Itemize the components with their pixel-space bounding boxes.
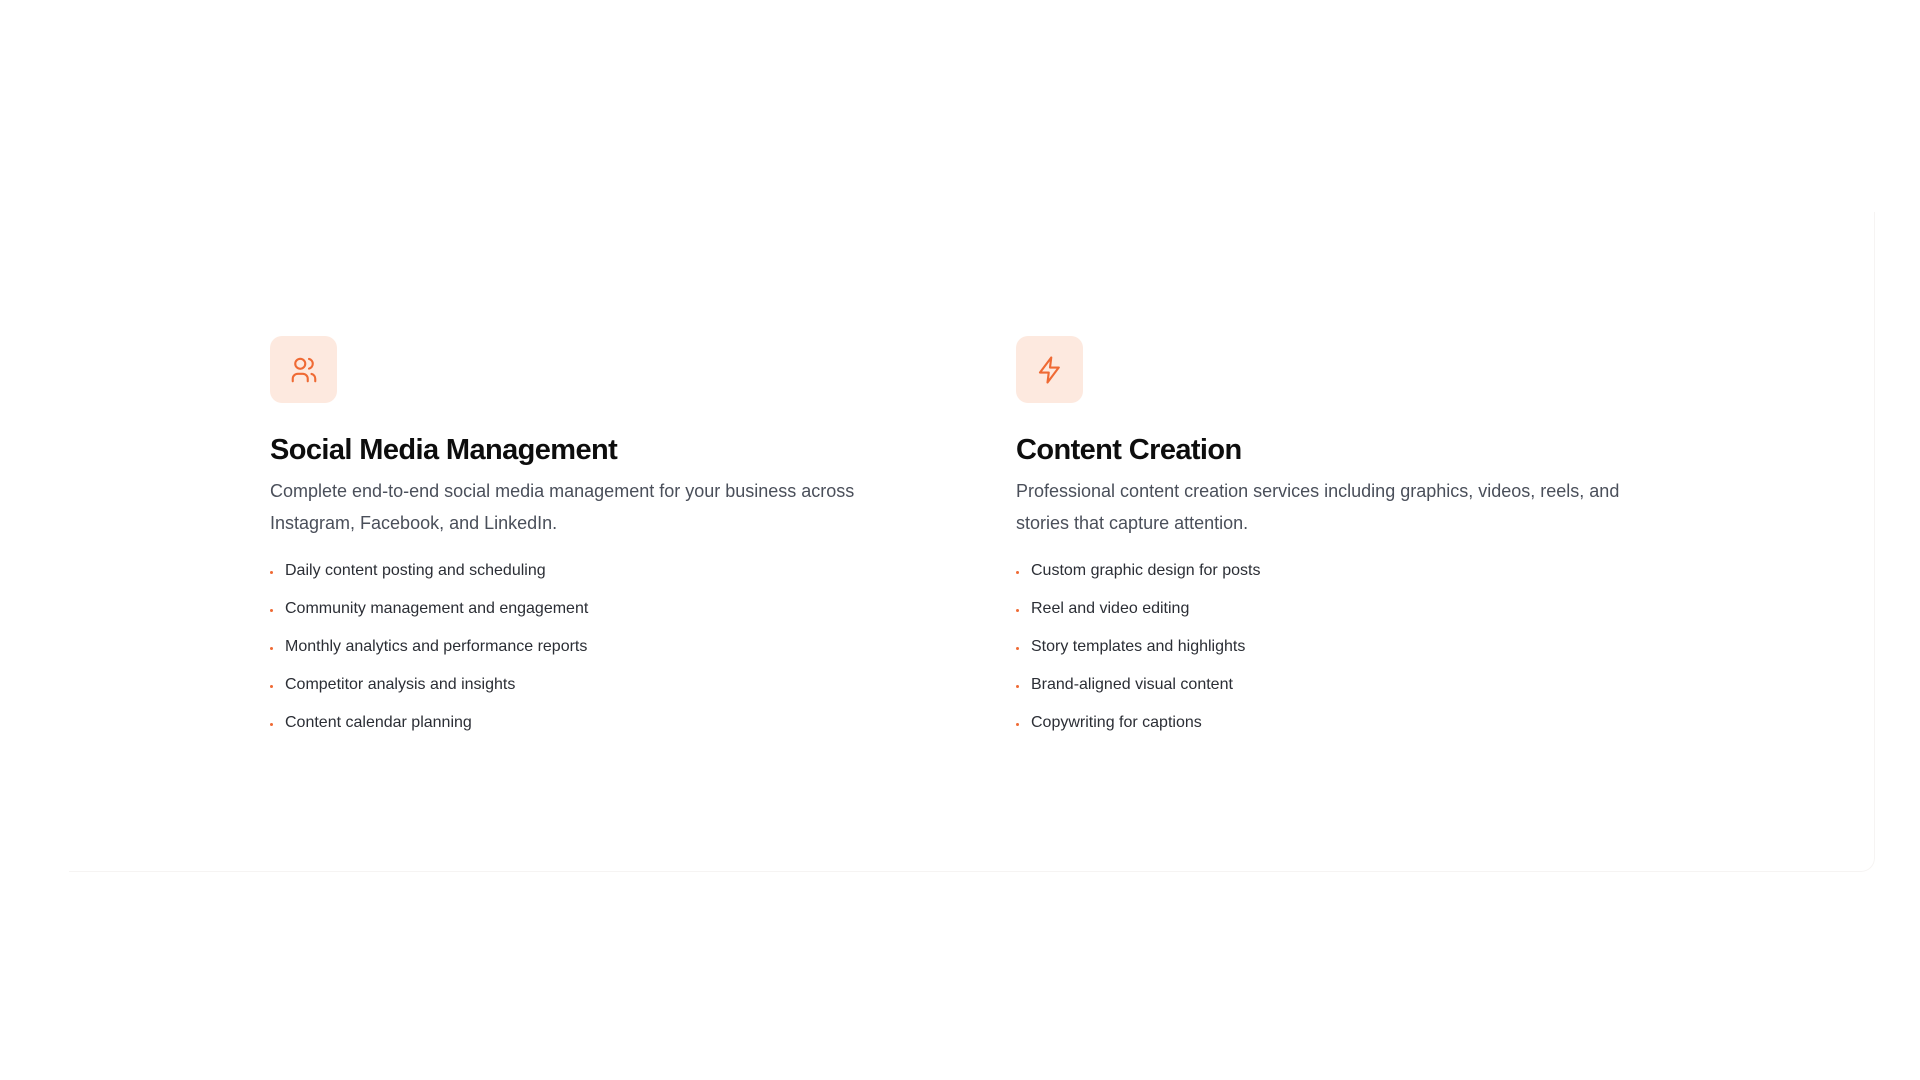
- feature-list: [270, 561, 970, 733]
- feature-item: [270, 637, 970, 657]
- service-description: Professional content creation services including graphics, videos, reels, and stories that capture attention.: [1016, 481, 1620, 533]
- feature-item: [1016, 561, 1716, 581]
- feature-label: Daily content posting and scheduling: [285, 562, 546, 579]
- feature-label: Competitor analysis and insights: [285, 676, 516, 693]
- service-title: Social Media Management: [270, 434, 618, 466]
- bullet-dot-icon: [1016, 723, 1019, 726]
- feature-label: Content calendar planning: [285, 714, 472, 731]
- feature-item: [270, 675, 970, 695]
- bullet-dot-icon: [270, 723, 273, 726]
- bullet-dot-icon: [1016, 647, 1019, 650]
- service-title: Content Creation: [1016, 434, 1242, 466]
- feature-label: Custom graphic design for posts: [1031, 562, 1261, 579]
- bullet-dot-icon: [270, 647, 273, 650]
- lightning-bolt-icon: [1035, 355, 1065, 385]
- users-icon: [289, 355, 319, 385]
- bullet-dot-icon: [1016, 685, 1019, 688]
- feature-item: [1016, 675, 1716, 695]
- feature-item: [1016, 599, 1716, 619]
- feature-list: [1016, 561, 1716, 733]
- feature-item: [1016, 713, 1716, 733]
- feature-item: [270, 713, 970, 733]
- feature-label: Brand-aligned visual content: [1031, 676, 1233, 693]
- bullet-dot-icon: [1016, 571, 1019, 574]
- feature-item: [1016, 637, 1716, 657]
- feature-label: Copywriting for captions: [1031, 714, 1202, 731]
- service-description: Complete end-to-end social media management for your business across Instagram, Facebook, and LinkedIn.: [270, 481, 855, 533]
- feature-label: Story templates and highlights: [1031, 638, 1246, 655]
- service-card-social-media-management: [270, 336, 970, 751]
- feature-label: Monthly analytics and performance reports: [285, 638, 588, 655]
- bullet-dot-icon: [270, 571, 273, 574]
- feature-label: Reel and video editing: [1031, 600, 1190, 617]
- feature-item: [270, 561, 970, 581]
- service-card-content-creation: [1016, 336, 1716, 751]
- service-icon-tile: [270, 336, 337, 403]
- feature-item: [270, 599, 970, 619]
- bullet-dot-icon: [1016, 609, 1019, 612]
- bullet-dot-icon: [270, 609, 273, 612]
- service-icon-tile: [1016, 336, 1083, 403]
- feature-label: Community management and engagement: [285, 600, 589, 617]
- bullet-dot-icon: [270, 685, 273, 688]
